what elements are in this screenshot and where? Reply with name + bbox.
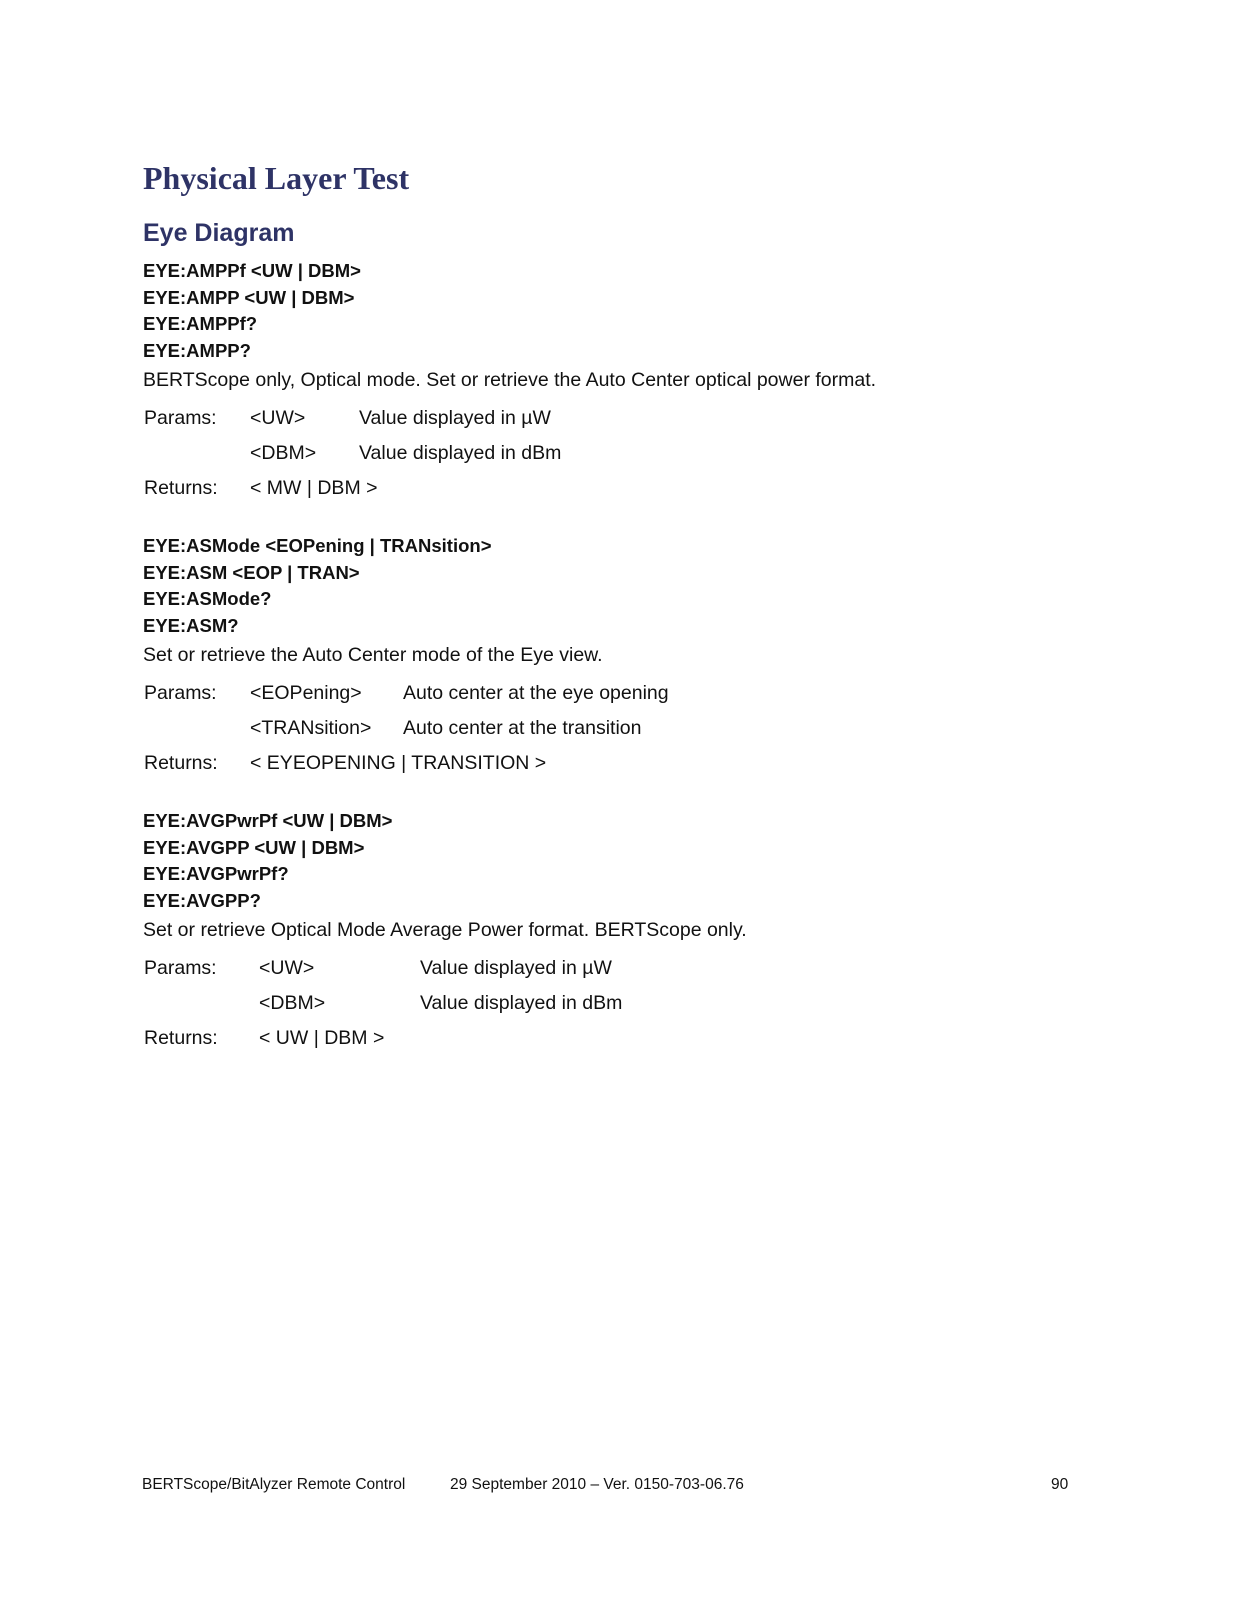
command-syntax: EYE:AMPPf <UW | DBM> [143,260,361,281]
param-name: <DBM> [259,992,326,1015]
command-syntax: EYE:ASM? [143,615,239,637]
command-description: Set or retrieve the Auto Center mode of the Eye view. [143,643,603,666]
command-syntax: EYE:ASMode? [143,588,272,610]
params-row [143,676,1143,711]
returns-label: Returns: [144,752,218,775]
params-row [143,986,1143,1021]
command-syntax: EYE:AVGPP? [143,890,261,912]
section-title: Eye Diagram [143,219,295,247]
params-label: Params: [144,406,217,429]
returns-row [143,1021,1143,1056]
command-syntax: EYE:AVGPwrPf? [143,863,289,885]
param-name: <TRANsition> [250,717,372,740]
params-row [143,436,1143,471]
param-name: <EOPening> [250,681,362,704]
param-description: Value displayed in µW [420,956,612,979]
command-syntax: EYE:AMPP <UW | DBM> [143,286,355,308]
params-row [143,951,1143,986]
params-row [143,711,1143,746]
command-syntax: EYE:ASM <EOP | TRAN> [143,561,360,583]
command-syntax: EYE:AMPPf? [143,313,258,335]
command-block-avgpp [143,808,1143,1057]
footer-page-number: 90 [1051,1476,1069,1493]
command-syntax: EYE:AVGPP <UW | DBM> [143,836,365,858]
command-description: Set or retrieve Optical Mode Average Power format. BERTScope only. [143,918,747,941]
params-row [143,401,1143,436]
command-syntax: EYE:AMPP? [143,340,251,362]
returns-value: < EYEOPENING | TRANSITION > [250,752,547,775]
returns-label: Returns: [144,1027,218,1050]
param-description: Value displayed in µW [359,406,551,429]
command-description: BERTScope only, Optical mode. Set or retrieve the Auto Center optical power format. [143,368,877,391]
returns-value: < MW | DBM > [250,477,378,500]
footer-date-version: 29 September 2010 – Ver. 0150-703-06.76 [450,1476,744,1493]
param-description: Value displayed in dBm [420,992,623,1015]
footer-doc-title: BERTScope/BitAlyzer Remote Control [142,1476,406,1493]
param-description: Auto center at the transition [403,717,642,740]
returns-row [143,746,1143,781]
params-label: Params: [144,956,217,979]
command-syntax: EYE:AVGPwrPf <UW | DBM> [143,810,393,831]
param-name: <DBM> [250,442,317,465]
command-block-asmode [143,533,1143,782]
command-block-ampp [143,258,1143,507]
returns-row [143,471,1143,506]
param-name: <UW> [250,406,306,429]
param-description: Value displayed in dBm [359,442,562,465]
param-name: <UW> [259,956,315,979]
params-label: Params: [144,681,217,704]
command-syntax: EYE:ASMode <EOPening | TRANsition> [143,535,492,556]
returns-label: Returns: [144,477,218,500]
page-title: Physical Layer Test [143,160,410,196]
param-description: Auto center at the eye opening [403,681,669,704]
returns-value: < UW | DBM > [259,1027,385,1050]
